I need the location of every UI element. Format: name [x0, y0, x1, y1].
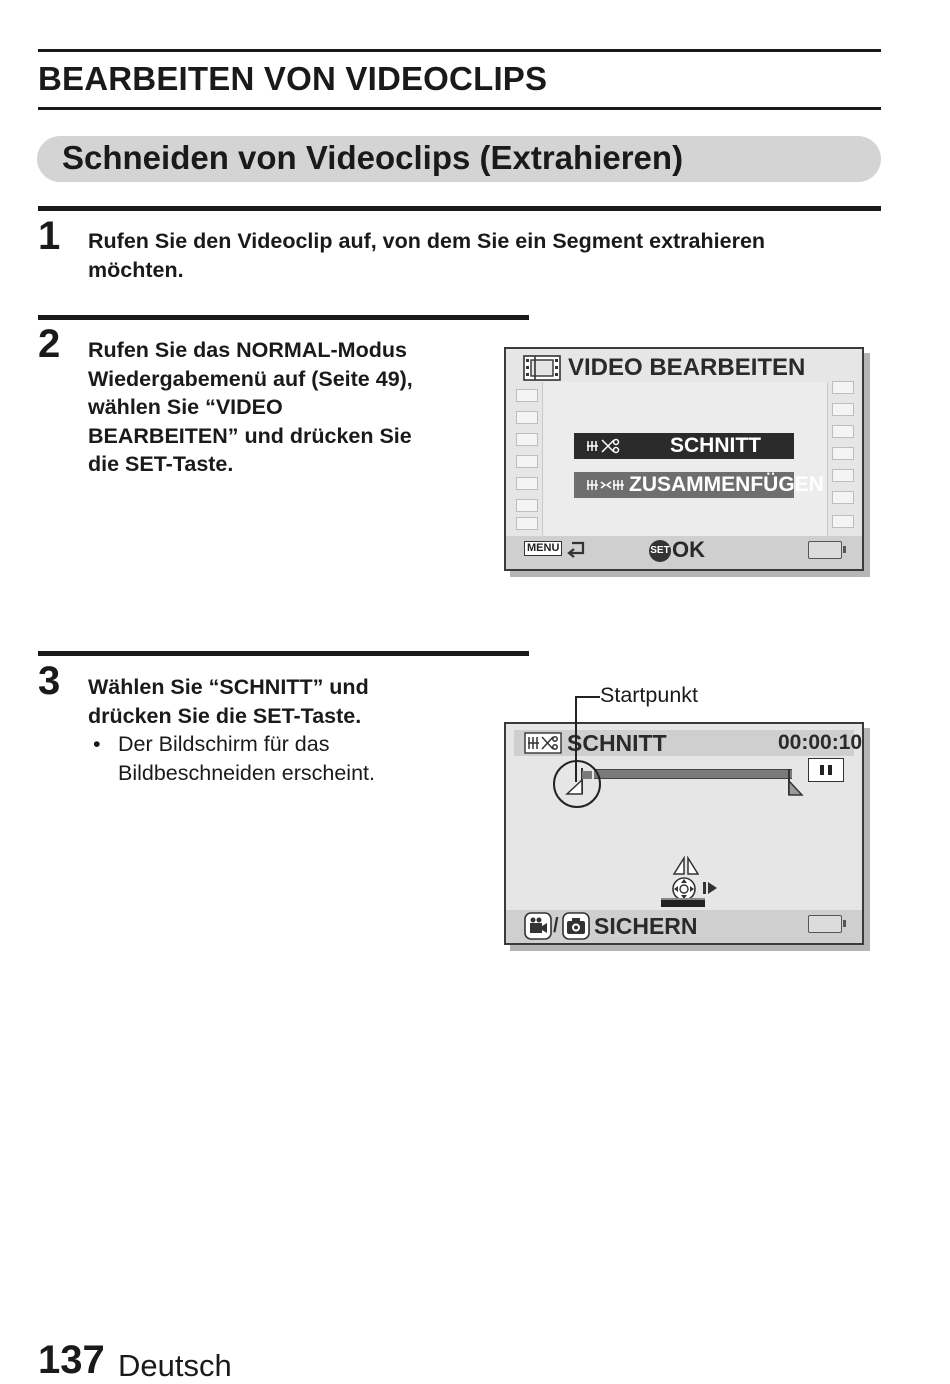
step-2-line-3: wählen Sie “VIDEO [88, 395, 283, 419]
frame-indicator-bar [661, 898, 705, 907]
menu-title: VIDEO BEARBEITEN [568, 354, 806, 381]
trim-title: SCHNITT [567, 730, 667, 756]
title-underline [38, 107, 881, 110]
step-3-number: 3 [38, 659, 61, 703]
callout-leader-line [570, 694, 602, 784]
perforation-left [516, 517, 538, 530]
step-3-bullet-line-1: Der Bildschirm für das [118, 732, 330, 756]
menu-item-zusammenfuegen[interactable] [574, 472, 824, 498]
step-3-line-1: Wählen Sie “SCHNITT” und [88, 675, 369, 699]
perforation-right [832, 515, 854, 528]
timecode: 00:00:10 [778, 731, 863, 754]
set-badge[interactable]: SET [649, 540, 671, 562]
step-1-rule [38, 206, 881, 211]
save-label: SICHERN [594, 913, 698, 939]
page-language: Deutsch [118, 1348, 232, 1383]
trim-handle-icon [672, 856, 700, 876]
step-1-text [88, 227, 765, 284]
return-arrow-icon [566, 539, 588, 559]
video-edit-menu-screen [504, 347, 864, 571]
step-2-rule [38, 315, 529, 320]
step-2-line-2: Wiedergabemenü auf (Seite 49), [88, 366, 413, 391]
slash-separator: / [553, 915, 559, 937]
perforation-right [832, 381, 854, 394]
menu-item-schnitt[interactable] [574, 433, 794, 459]
perforation-right [832, 491, 854, 504]
movie-camera-icon[interactable] [524, 912, 552, 940]
perforation-left [516, 499, 538, 512]
camera-icon[interactable] [562, 912, 590, 940]
perforation-right [832, 403, 854, 416]
step-1-line-2: möchten. [88, 257, 184, 282]
step-2-text [88, 336, 413, 479]
timeline-track[interactable] [594, 769, 792, 779]
trim-icon [524, 732, 562, 754]
pause-icon[interactable] [808, 758, 844, 782]
step-2-line-5: die SET-Taste. [88, 452, 234, 476]
page-number: 137 [38, 1338, 105, 1382]
perforation-left [516, 455, 538, 468]
play-icon [702, 880, 718, 896]
step-3-text [88, 673, 369, 730]
step-2-line-4: BEARBEITEN” und drücken Sie [88, 423, 412, 448]
step-2-number: 2 [38, 322, 61, 366]
perforation-right [832, 425, 854, 438]
callout-label: Startpunkt [600, 683, 698, 707]
step-2-line-1: Rufen Sie das NORMAL-Modus [88, 338, 407, 362]
menu-item-schnitt-label: SCHNITT [670, 434, 761, 457]
perforation-right [832, 447, 854, 460]
menu-panel [542, 382, 828, 536]
battery-icon [808, 541, 842, 559]
perforation-right [832, 469, 854, 482]
page-title: BEARBEITEN VON VIDEOCLIPS [38, 60, 548, 97]
step-3-bullet-line-2: Bildbeschneiden erscheint. [118, 760, 375, 785]
step-3-line-2: drücken Sie die SET-Taste. [88, 703, 362, 728]
perforation-left [516, 433, 538, 446]
battery-icon [808, 915, 842, 933]
perforation-left [516, 389, 538, 402]
bullet-dot: • [93, 732, 101, 756]
end-marker-icon[interactable] [786, 767, 804, 797]
top-rule [38, 49, 881, 52]
join-icon [586, 477, 626, 493]
step-1-number: 1 [38, 214, 61, 258]
section-title: Schneiden von Videoclips (Extrahieren) [62, 139, 684, 176]
film-edit-icon [523, 354, 563, 382]
step-3-rule [38, 651, 529, 656]
trim-icon [586, 438, 622, 454]
menu-item-zusammenfuegen-label: ZUSAMMENFÜGEN [629, 473, 824, 496]
ok-label: OK [672, 537, 705, 562]
step-1-line-1: Rufen Sie den Videoclip auf, von dem Sie ein Segment extrahieren [88, 229, 766, 253]
trim-screen [504, 722, 864, 945]
menu-badge[interactable]: MENU [524, 541, 562, 556]
perforation-left [516, 411, 538, 424]
perforation-left [516, 477, 538, 490]
